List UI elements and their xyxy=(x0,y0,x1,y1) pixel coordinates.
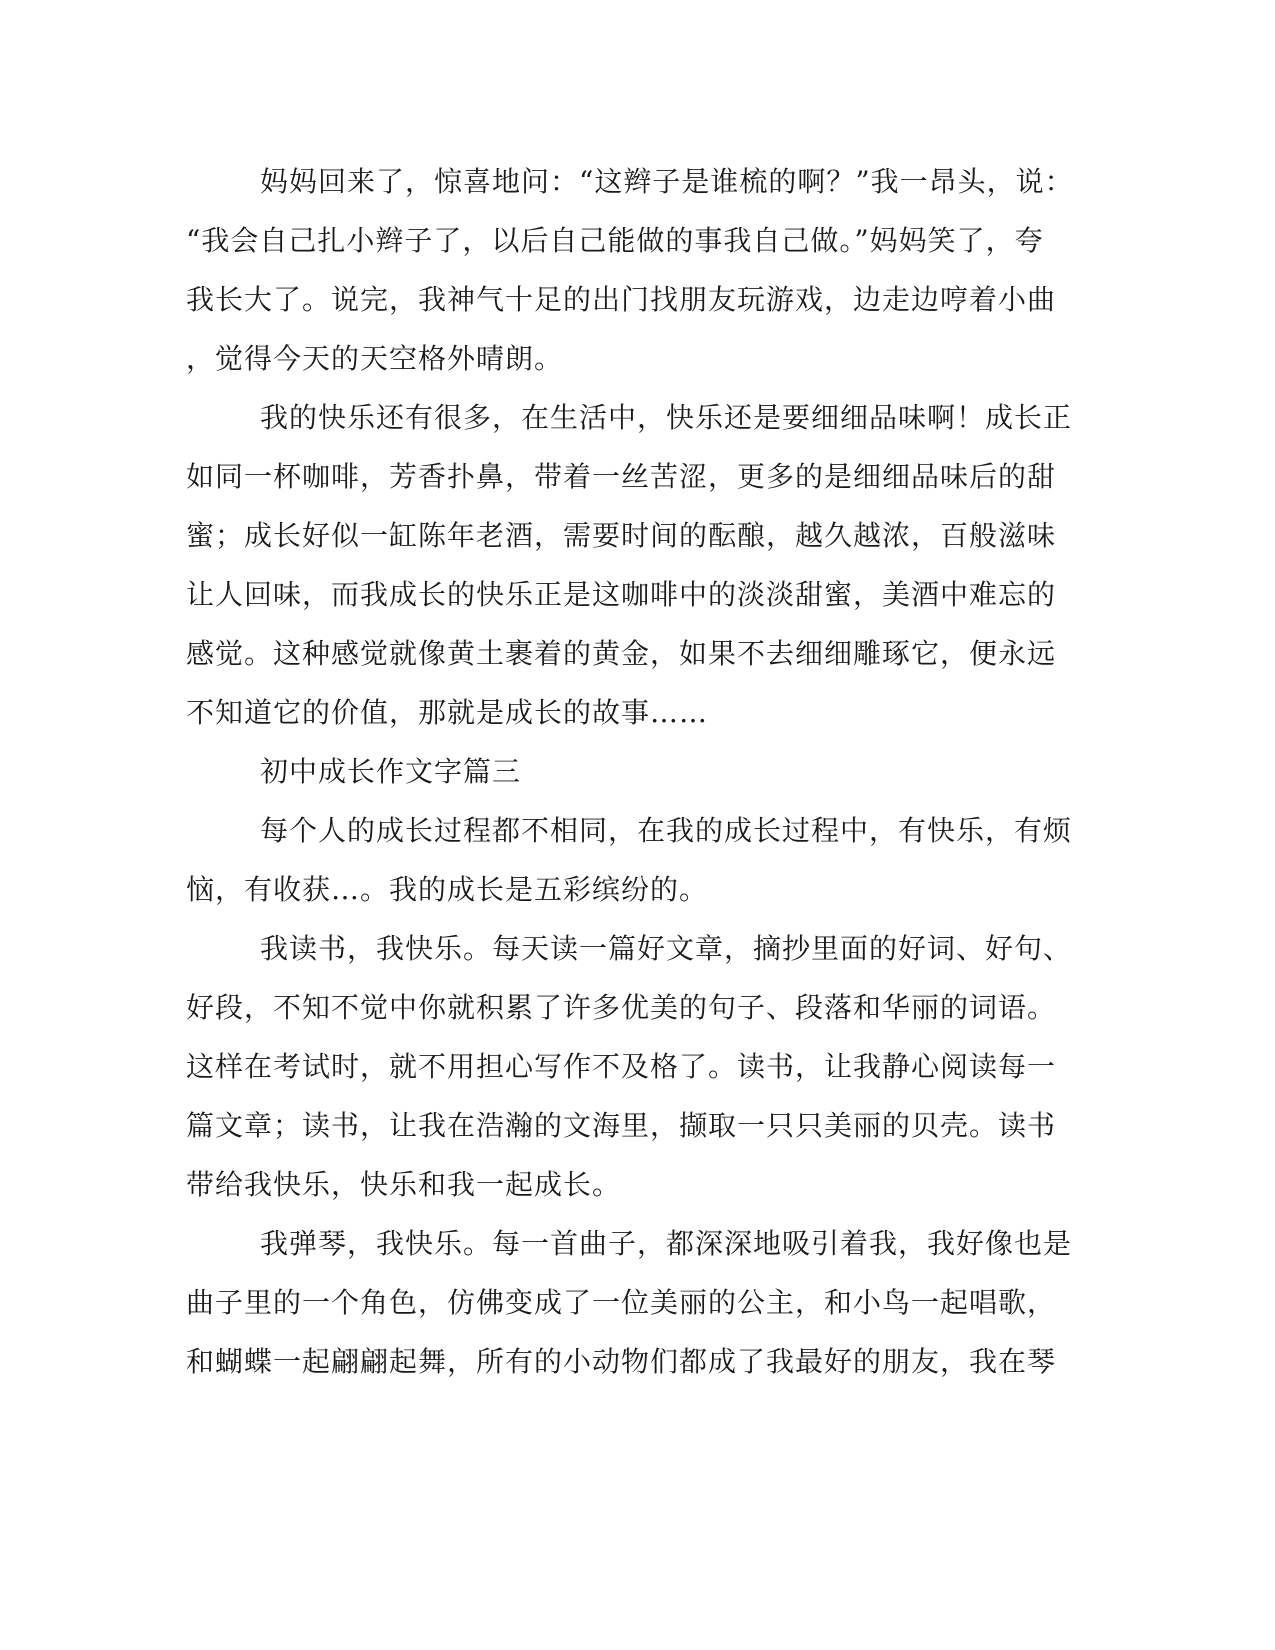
text-line: 蜜；成长好似一缸陈年老酒，需要时间的酝酿，越久越浓，百般滋味 xyxy=(186,519,1057,552)
text-line: 我读书，我快乐。每天读一篇好文章，摘抄里面的好词、好句、 xyxy=(260,932,1073,965)
text-line: 我弹琴，我快乐。每一首曲子，都深深地吸引着我，我好像也是 xyxy=(260,1227,1073,1260)
text-line: 带给我快乐，快乐和我一起成长。 xyxy=(186,1168,622,1201)
text-line: 如同一杯咖啡，芳香扑鼻，带着一丝苦涩，更多的是细细品味后的甜 xyxy=(186,460,1057,493)
section-heading: 初中成长作文字篇三 xyxy=(260,755,522,788)
text-line: 我长大了。说完，我神气十足的出门找朋友玩游戏，边走边哼着小曲 xyxy=(186,283,1057,316)
text-line: 让人回味，而我成长的快乐正是这咖啡中的淡淡甜蜜，美酒中难忘的 xyxy=(186,578,1057,611)
text-line: 妈妈回来了，惊喜地问：“这辫子是谁梳的啊？”我一昂头，说： xyxy=(260,165,1074,198)
text-line: 这样在考试时，就不用担心写作不及格了。读书，让我静心阅读每一 xyxy=(186,1050,1057,1083)
text-line: 每个人的成长过程都不相同，在我的成长过程中，有快乐，有烦 xyxy=(260,814,1073,847)
text-line: 曲子里的一个角色，仿佛变成了一位美丽的公主，和小鸟一起唱歌， xyxy=(186,1286,1057,1319)
text-line: 篇文章；读书，让我在浩瀚的文海里，撷取一只只美丽的贝壳。读书 xyxy=(186,1109,1057,1142)
text-line: ，觉得今天的天空格外晴朗。 xyxy=(186,342,564,375)
text-line: 恼，有收获…。我的成长是五彩缤纷的。 xyxy=(186,873,709,906)
text-line: 好段，不知不觉中你就积累了许多优美的句子、段落和华丽的词语。 xyxy=(186,991,1057,1024)
text-line: 感觉。这种感觉就像黄土裹着的黄金，如果不去细细雕琢它，便永远 xyxy=(186,637,1057,670)
text-line: 和蝴蝶一起翩翩起舞，所有的小动物们都成了我最好的朋友，我在琴 xyxy=(186,1345,1057,1378)
text-line: “我会自己扎小辫子了，以后自己能做的事我自己做。”妈妈笑了，夸 xyxy=(186,224,1044,257)
text-line: 不知道它的价值，那就是成长的故事…… xyxy=(186,696,709,729)
text-line: 我的快乐还有很多，在生活中，快乐还是要细细品味啊！成长正 xyxy=(260,401,1073,434)
